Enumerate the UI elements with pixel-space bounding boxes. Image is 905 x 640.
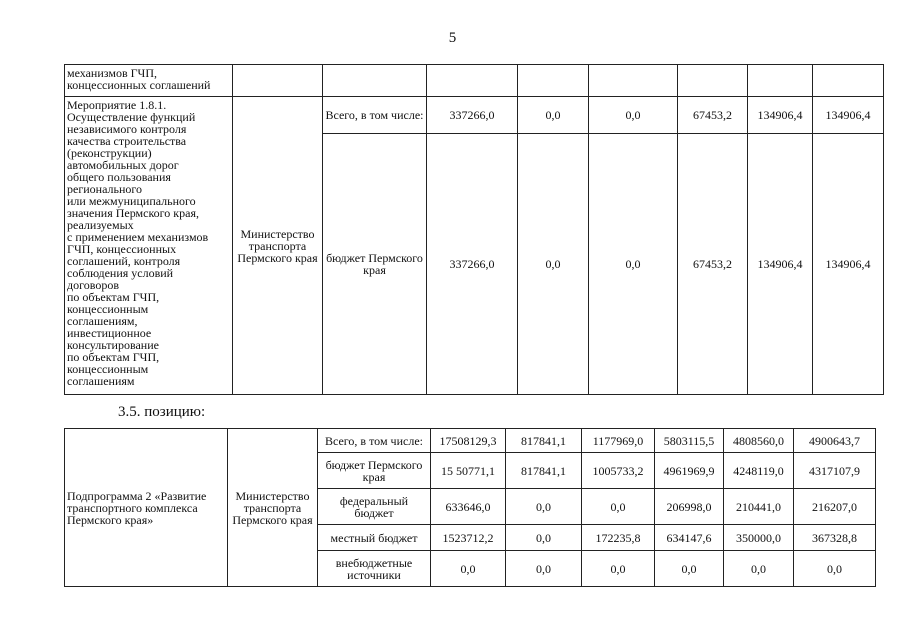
value-cell: 0,0 [518,97,589,134]
value-cell: 4900643,7 [794,429,876,453]
value-cell: 172235,8 [582,525,655,551]
value-cell: 817841,1 [506,429,582,453]
subprogram-table [64,428,876,587]
subprogram-description: Подпрограмма 2 «Развитие транспортного комплекса Пермского края» [65,429,228,587]
value-cell: 0,0 [589,134,678,395]
funding-source: бюджет Пермского края [323,134,427,395]
funding-source: федеральный бюджет [318,489,431,525]
funding-source: бюджет Пермского края [318,453,431,489]
value-cell: 337266,0 [427,97,518,134]
measure-description: Мероприятие 1.8.1. Осуществление функций независимого контроля качества строительства (реконструкции) автомобильных дорог общего пользования регионального или межмуниципального значения Пермского края, реализуемых с применением механизмов ГЧП, концессионных соглашений, контроля соблюдения условий договоров по объектам ГЧП, концессионным соглашениям, инвестиционное консультирование по объектам ГЧП, концессионным соглашениям [65,97,233,395]
value-cell: 1523712,2 [431,525,506,551]
row-description: механизмов ГЧП, концессионных соглашений [65,65,233,97]
value-cell: 4317107,9 [794,453,876,489]
value-cell: 4961969,9 [655,453,724,489]
value-cell: 0,0 [794,551,876,587]
table-row [65,429,876,453]
value-cell: 0,0 [582,489,655,525]
value-cell: 216207,0 [794,489,876,525]
value-cell: 134906,4 [813,97,884,134]
value-cell: 0,0 [506,525,582,551]
value-cell: 67453,2 [678,97,748,134]
value-cell: 0,0 [655,551,724,587]
funding-source: Всего, в том числе: [318,429,431,453]
value-cell: 337266,0 [427,134,518,395]
value-cell: 0,0 [506,551,582,587]
value-cell: 634147,6 [655,525,724,551]
value-cell: 206998,0 [655,489,724,525]
value-cell: 0,0 [506,489,582,525]
value-cell: 350000,0 [724,525,794,551]
table-row [65,97,884,134]
value-cell: 17508129,3 [431,429,506,453]
value-cell: 4808560,0 [724,429,794,453]
table-row [65,65,884,97]
value-cell: 4248119,0 [724,453,794,489]
value-cell: 0,0 [518,134,589,395]
value-cell: 15 50771,1 [431,453,506,489]
value-cell: 210441,0 [724,489,794,525]
value-cell: 633646,0 [431,489,506,525]
value-cell: 0,0 [582,551,655,587]
executor-cell: Министерство транспорта Пермского края [228,429,318,587]
funding-source: внебюджетные источники [318,551,431,587]
value-cell: 0,0 [724,551,794,587]
value-cell: 134906,4 [748,134,813,395]
value-cell: 134906,4 [813,134,884,395]
funding-source: Всего, в том числе: [323,97,427,134]
value-cell: 0,0 [589,97,678,134]
value-cell: 817841,1 [506,453,582,489]
value-cell: 5803115,5 [655,429,724,453]
measure-table [64,64,884,395]
executor-cell: Министерство транспорта Пермского края [233,97,323,395]
value-cell: 134906,4 [748,97,813,134]
value-cell: 67453,2 [678,134,748,395]
page-number: 5 [448,30,457,46]
section-heading: 3.5. позицию: [118,404,206,420]
value-cell: 367328,8 [794,525,876,551]
value-cell: 0,0 [431,551,506,587]
value-cell: 1177969,0 [582,429,655,453]
value-cell: 1005733,2 [582,453,655,489]
funding-source: местный бюджет [318,525,431,551]
